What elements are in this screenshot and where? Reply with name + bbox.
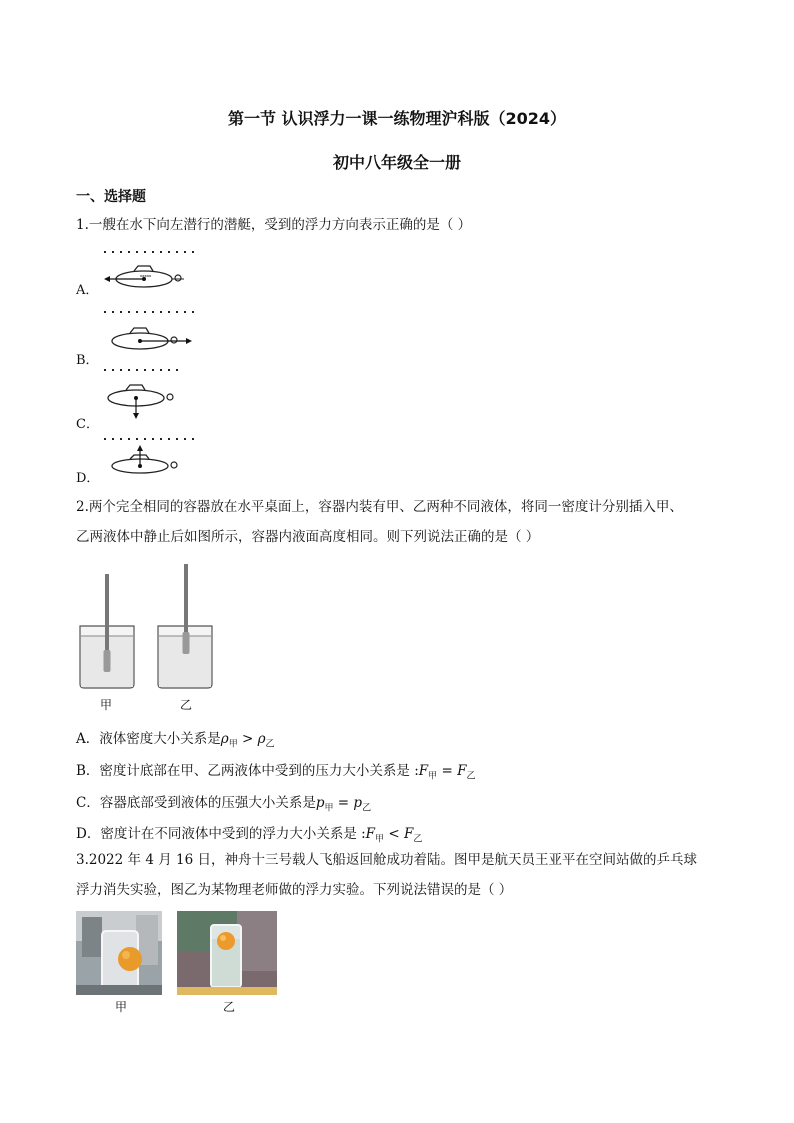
q2-option-b-sub1: 甲 bbox=[428, 771, 438, 782]
q2-option-b-f2: F bbox=[457, 763, 467, 779]
q2-option-c-rel: = bbox=[333, 795, 354, 811]
q1-option-b-label: B． bbox=[76, 353, 99, 368]
q3-photo-jia bbox=[76, 911, 162, 995]
q2-option-b-f1: F bbox=[418, 763, 429, 779]
q1-option-b-figure bbox=[100, 308, 200, 358]
q2-hydrometer-figure bbox=[76, 560, 226, 690]
q2-option-c-text: C．容器底部受到液体的压强大小关系是 bbox=[76, 795, 316, 811]
q2-option-b bbox=[76, 759, 475, 782]
q1-option-a-label: A． bbox=[76, 283, 99, 298]
question-3-stem-line2: 浮力消失实验，图乙为某物理老师做的浮力实验。下列说法错误的是（ ） bbox=[76, 882, 513, 898]
q2-option-a-rho2: ρ bbox=[257, 731, 266, 747]
q1-option-a-figure bbox=[100, 248, 200, 296]
q2-figure-label-yi: 乙 bbox=[180, 698, 193, 712]
q1-option-d-figure bbox=[100, 434, 200, 480]
q2-option-d-text: D．密度计在不同液体中受到的浮力大小关系是 : bbox=[76, 826, 366, 842]
q2-option-c-p1: p bbox=[315, 795, 325, 811]
question-2-stem-line2: 乙两液体中静止后如图所示，容器内液面高度相同。则下列说法正确的是（ ） bbox=[76, 529, 540, 545]
q2-option-c-sub1: 甲 bbox=[324, 803, 334, 814]
q2-option-c bbox=[76, 791, 371, 814]
q2-option-d-f2: F bbox=[403, 826, 414, 842]
q2-option-b-text: B．密度计底部在甲、乙两液体中受到的压力大小关系是 : bbox=[76, 763, 419, 779]
q2-option-a bbox=[76, 727, 275, 750]
q2-figure-label-jia: 甲 bbox=[100, 698, 113, 712]
q1-option-c-figure bbox=[100, 366, 200, 422]
q2-option-b-sub2: 乙 bbox=[466, 771, 476, 782]
q2-option-d bbox=[76, 822, 422, 845]
q2-option-d-rel: < bbox=[384, 826, 404, 842]
q2-option-d-sub2: 乙 bbox=[413, 834, 423, 845]
q2-option-d-f1: F bbox=[365, 826, 376, 842]
q2-option-d-sub1: 甲 bbox=[375, 834, 385, 845]
q1-option-d-label: D． bbox=[76, 471, 100, 486]
page-title: 第一节 认识浮力一课一练物理沪科版（2024） bbox=[227, 109, 567, 128]
section-heading: 一、选择题 bbox=[76, 189, 146, 205]
q2-option-a-text: A．液体密度大小关系是 bbox=[76, 731, 221, 747]
question-1-stem: 1.一艘在水下向左潜行的潜艇，受到的浮力方向表示正确的是（ ） bbox=[76, 217, 472, 233]
q3-figure-label-jia: 甲 bbox=[115, 1000, 128, 1014]
q2-option-b-rel: = bbox=[437, 763, 458, 779]
q3-figure-label-yi: 乙 bbox=[223, 1000, 236, 1014]
q3-photo-yi bbox=[177, 911, 277, 995]
q2-option-c-p2: p bbox=[353, 795, 363, 811]
q2-option-a-rho1: ρ bbox=[220, 731, 229, 747]
q1-option-c-label: C． bbox=[76, 417, 99, 432]
q2-option-a-rel: > bbox=[237, 731, 258, 747]
question-2-stem-line1: 2.两个完全相同的容器放在水平桌面上，容器内装有甲、乙两种不同液体，将同一密度计分别插入甲、 bbox=[76, 499, 683, 515]
svg-text:xxxxx: xxxxx bbox=[140, 273, 152, 278]
q2-option-a-sub2: 乙 bbox=[265, 739, 275, 750]
question-3-stem-line1: 3.2022 年 4 月 16 日，神舟十三号载人飞船返回舱成功着陆。图甲是航天员王亚平在空间站做的乒乓球 bbox=[76, 852, 697, 868]
q2-option-a-sub1: 甲 bbox=[228, 739, 238, 750]
q2-option-c-sub2: 乙 bbox=[362, 803, 372, 814]
page-subtitle: 初中八年级全一册 bbox=[332, 153, 461, 172]
